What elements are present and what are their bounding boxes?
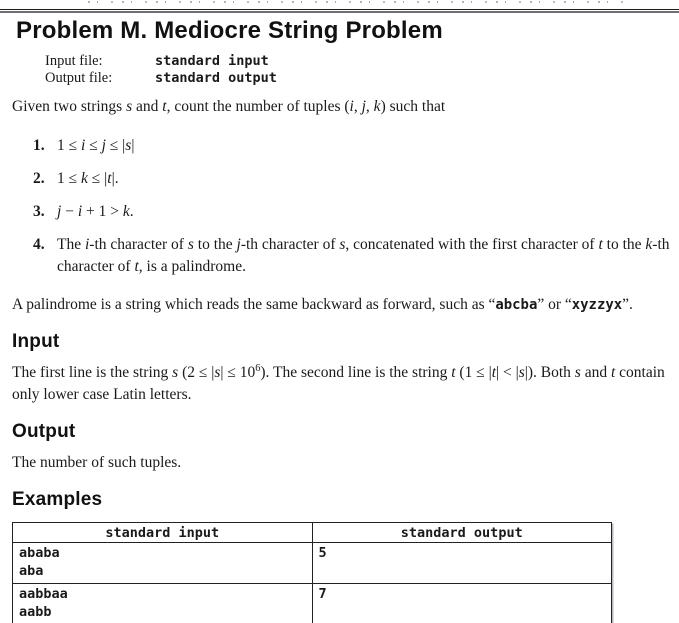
condition-number: 2. [33,170,45,187]
example-1-input-cell [13,543,313,584]
intro-paragraph: Given two strings s and t, count the number of tuples (i, j, k) such that [12,98,446,115]
file-info-block [45,53,277,86]
output-file-value: standard output [155,70,277,86]
example-1-input-line-2: aba [19,563,44,579]
input-file-value: standard input [155,53,269,69]
example-2-output-line-1: 7 [318,586,327,602]
examples-section-heading: Examples [12,489,103,510]
example-2-input-line-1: aabbaa [19,586,68,602]
condition-item-4 [33,234,670,278]
input-section-heading: Input [12,331,60,352]
examples-table [12,522,612,623]
condition-text: The i-th character of s to the j-th character of s, concatenated with the first character of t to the k-th character of t, is a palindrome. [57,236,670,275]
example-row-1 [13,543,612,584]
conditions-list [12,135,670,278]
example-1-input-line-1: ababa [19,545,60,561]
example-2-input-cell [13,584,313,623]
examples-table-header [13,523,612,543]
example-row-2 [13,584,612,623]
example-2-output-cell [312,584,612,623]
clipped-header-text [88,0,627,6]
standard-output-column-header: standard output [312,523,612,543]
output-file-label: Output file: [45,70,113,86]
condition-item-3 [33,201,670,223]
condition-number: 4. [33,236,45,253]
example-1-output-cell [312,543,612,584]
condition-number: 1. [33,137,45,154]
condition-text: 1 ≤ k ≤ |t|. [57,170,119,187]
example-1-output-line-1: 5 [318,545,327,561]
condition-number: 3. [33,203,45,220]
output-section-body: The number of such tuples. [12,454,182,471]
problem-body [12,96,670,623]
problem-title: Problem M. Mediocre String Problem [16,17,443,44]
input-section-body: The first line is the string s $(2 \le |s| \le 10^6)$. The second line is the string t (1 ≤ |t| < |s|). Both s and t contain only lower case Latin letters. [12,362,665,403]
output-section-heading: Output [12,421,76,442]
example-2-input-line-2: aabb [19,604,52,620]
table-header-row [13,523,612,543]
condition-text: j − i + 1 > k. [57,203,134,220]
palindrome-definition: A palindrome is a string which reads the same backward as forward, such as “abcba” or “xyzzyx”. [12,296,633,313]
header-rule [0,9,679,11]
standard-input-column-header: standard input [13,523,313,543]
condition-text: 1 ≤ i ≤ j ≤ |s| [57,137,135,154]
condition-item-1 [33,135,670,157]
input-file-label: Input file: [45,53,103,69]
condition-item-2 [33,168,670,190]
